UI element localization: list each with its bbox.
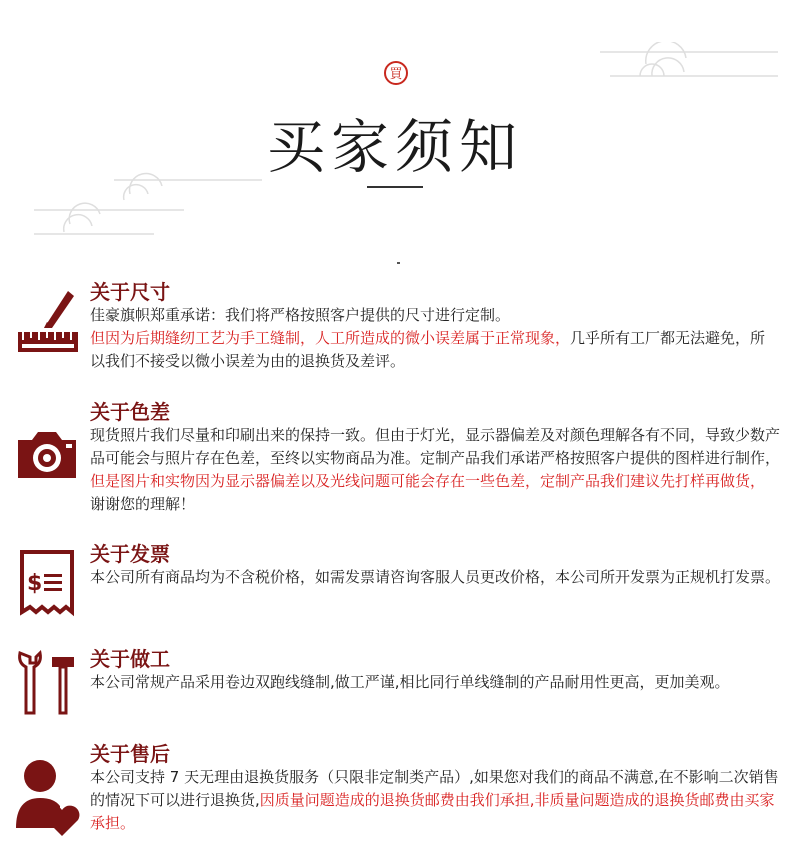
svg-text:$: $ bbox=[27, 571, 43, 596]
seal-logo bbox=[383, 60, 409, 86]
section-title: 关于发票 bbox=[90, 542, 170, 566]
section-text: 本公司支持 7 天无理由退换货服务（只限非定制类产品）,如果您对我们的商品不满意,在不影响二次销售的情况下可以进行退换货,因质量问题造成的退换货邮费由我们承担,非质量问题造成的退换货邮费由买家承担。 bbox=[90, 768, 779, 832]
section-text: 现货照片我们尽量和印刷出来的保持一致。但由于灯光，显示器偏差及对颜色理解各有不同，导致少数产品可能会与照片存在色差，至终以实物商品为准。定制产品我们承诺严格按照客户提供的图样进行制作，但是图片和实物因为显示器偏差以及光线问题可能会存在一些色差，定制产品我们建议先打样再做货，谢谢您的理解！ bbox=[90, 426, 781, 513]
section-title: 关于做工 bbox=[90, 647, 170, 671]
section-text: 本公司常规产品采用卷边双跑线缝制,做工严谨,相比同行单线缝制的产品耐用性更高，更加美观。 bbox=[90, 673, 730, 691]
cloud-decoration-top-right bbox=[600, 42, 780, 82]
divider-dot bbox=[397, 262, 400, 264]
section-title: 关于尺寸 bbox=[90, 280, 170, 304]
section-text: 本公司所有商品均为不含税价格，如需发票请咨询客服人员更改价格，本公司所开发票为正规机打发票。 bbox=[90, 568, 781, 586]
page-title: 买家须知 bbox=[266, 113, 523, 181]
title-underline bbox=[367, 186, 423, 188]
service-heart-icon bbox=[14, 758, 80, 842]
tools-icon bbox=[14, 647, 80, 725]
invoice-icon bbox=[14, 546, 80, 622]
section-text: 佳豪旗帜郑重承诺：我们将严格按照客户提供的尺寸进行定制。 但因为后期缝纫工艺为手工缝制，人工所造成的微小误差属于正常现象，几乎所有工厂都无法避免，所以我们不接受以微小误差为由的退换货及差评。 bbox=[90, 306, 766, 370]
ruler-pencil-icon bbox=[14, 288, 80, 360]
svg-text:買: 買 bbox=[389, 67, 403, 82]
section-title: 关于售后 bbox=[90, 742, 170, 766]
camera-icon bbox=[14, 428, 80, 484]
section-title: 关于色差 bbox=[90, 400, 170, 424]
